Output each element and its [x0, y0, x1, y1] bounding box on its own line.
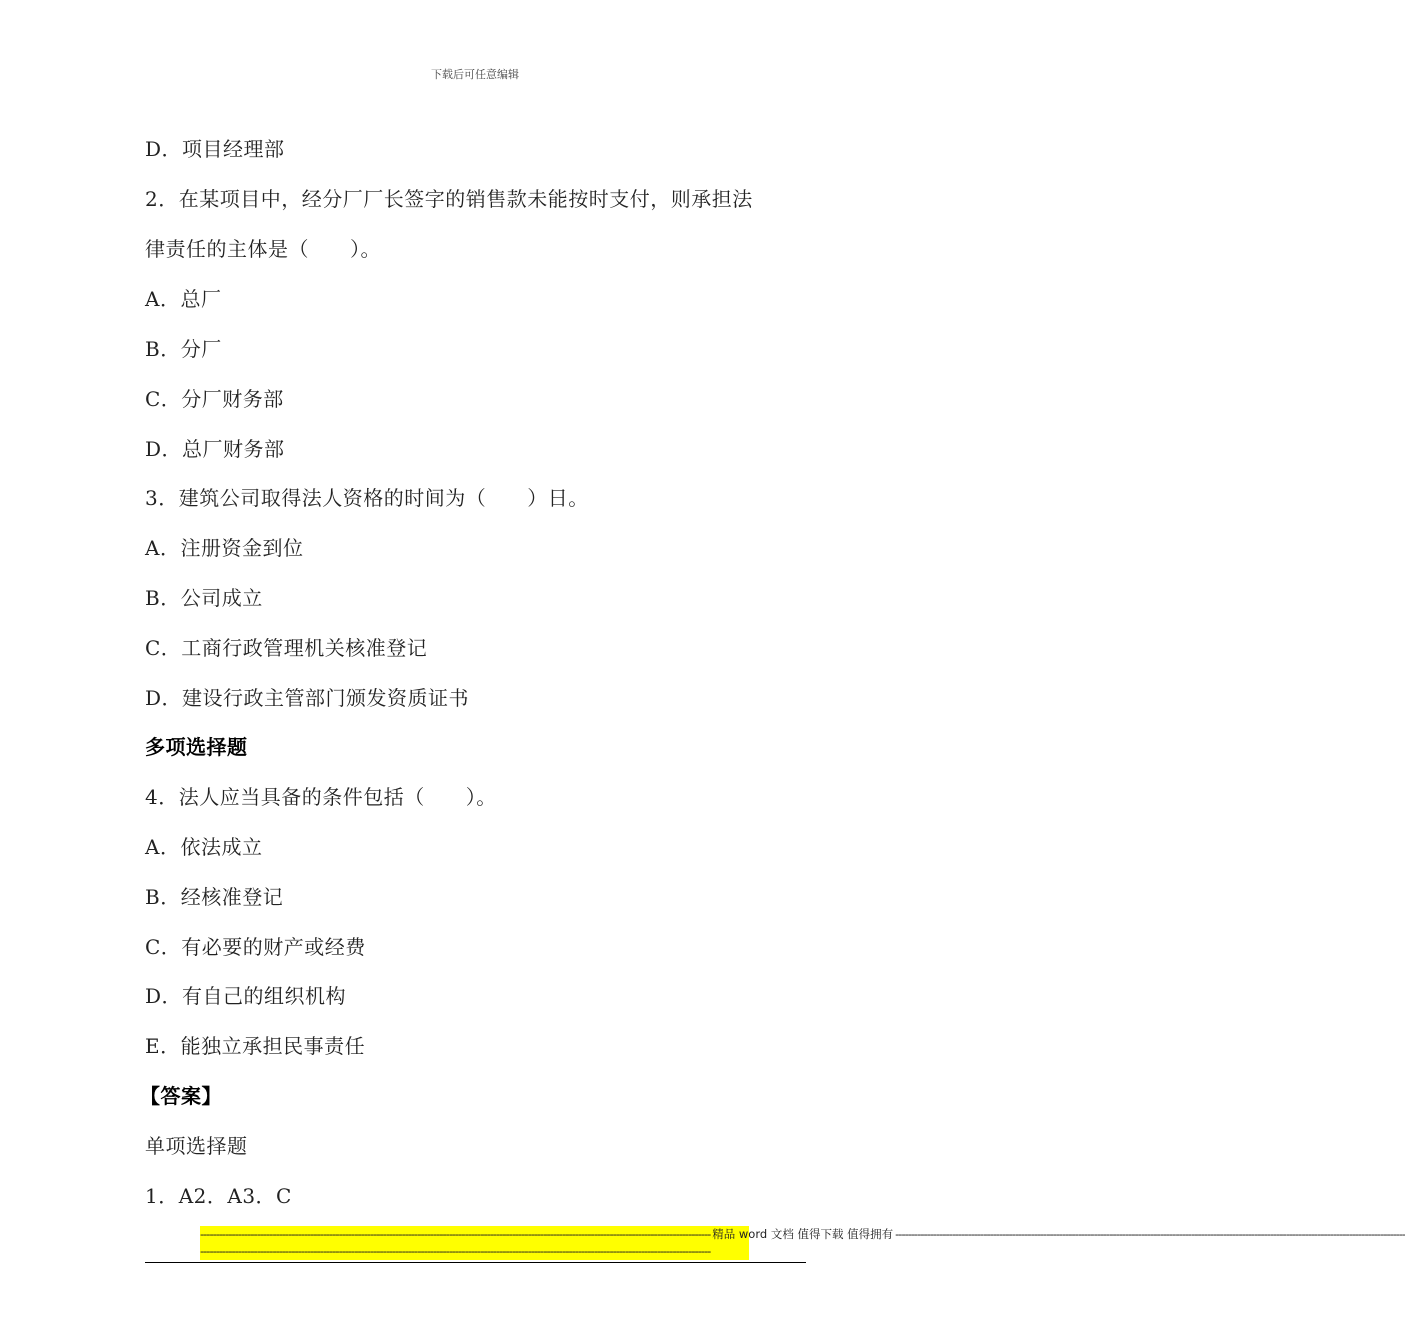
option-4c: C．有必要的财产或经费 — [145, 935, 366, 959]
footer-dashes-right: ------------------------------------------------------------------------------------------------------------------------------------------------------------------ — [895, 1227, 1405, 1241]
option-4b: B．经核准登记 — [145, 885, 284, 909]
answer-heading: 【答案】 — [140, 1084, 222, 1108]
question-4: 4．法人应当具备的条件包括（ ）。 — [145, 785, 497, 809]
footer-banner — [200, 1226, 1405, 1260]
option-2c: C．分厂财务部 — [145, 387, 284, 411]
question-2-line-2: 律责任的主体是（ ）。 — [145, 237, 381, 261]
question-2-line-1: 2．在某项目中，经分厂厂长签字的销售款未能按时支付，则承担法 — [145, 187, 753, 211]
question-3: 3．建筑公司取得法人资格的时间为（ ）日。 — [145, 486, 589, 510]
footer-rule — [145, 1262, 806, 1263]
option-2d: D．总厂财务部 — [145, 437, 285, 461]
option-1d: D．项目经理部 — [145, 137, 285, 161]
footer-dashes-left: ------------------------------------------------------------------------------------------------------------------------------------------------------------------ — [200, 1227, 711, 1241]
option-2b: B．分厂 — [145, 337, 222, 361]
option-3a: A．注册资金到位 — [145, 536, 304, 560]
option-2a: A．总厂 — [145, 287, 222, 311]
multi-choice-heading: 多项选择题 — [145, 735, 248, 759]
option-4a: A．依法成立 — [145, 835, 263, 859]
footer-banner-row-1 — [200, 1226, 1405, 1243]
option-3d: D．建设行政主管部门颁发资质证书 — [145, 686, 470, 710]
option-4e: E．能独立承担民事责任 — [145, 1034, 366, 1058]
option-3c: C．工商行政管理机关核准登记 — [145, 636, 428, 660]
answer-list: 1．A2．A3．C — [145, 1184, 292, 1208]
footer-banner-row-2 — [200, 1243, 749, 1260]
option-4d: D．有自己的组织机构 — [145, 984, 347, 1008]
footer-banner-text: 精品 word 文档 值得下载 值得拥有 — [712, 1227, 894, 1241]
option-3b: B．公司成立 — [145, 586, 263, 610]
page-header: 下载后可任意编辑 — [431, 68, 519, 81]
footer-dashes-full: ------------------------------------------------------------------------------------------------------------------------------------------------------------------ — [200, 1244, 711, 1258]
single-choice-heading: 单项选择题 — [145, 1134, 248, 1158]
